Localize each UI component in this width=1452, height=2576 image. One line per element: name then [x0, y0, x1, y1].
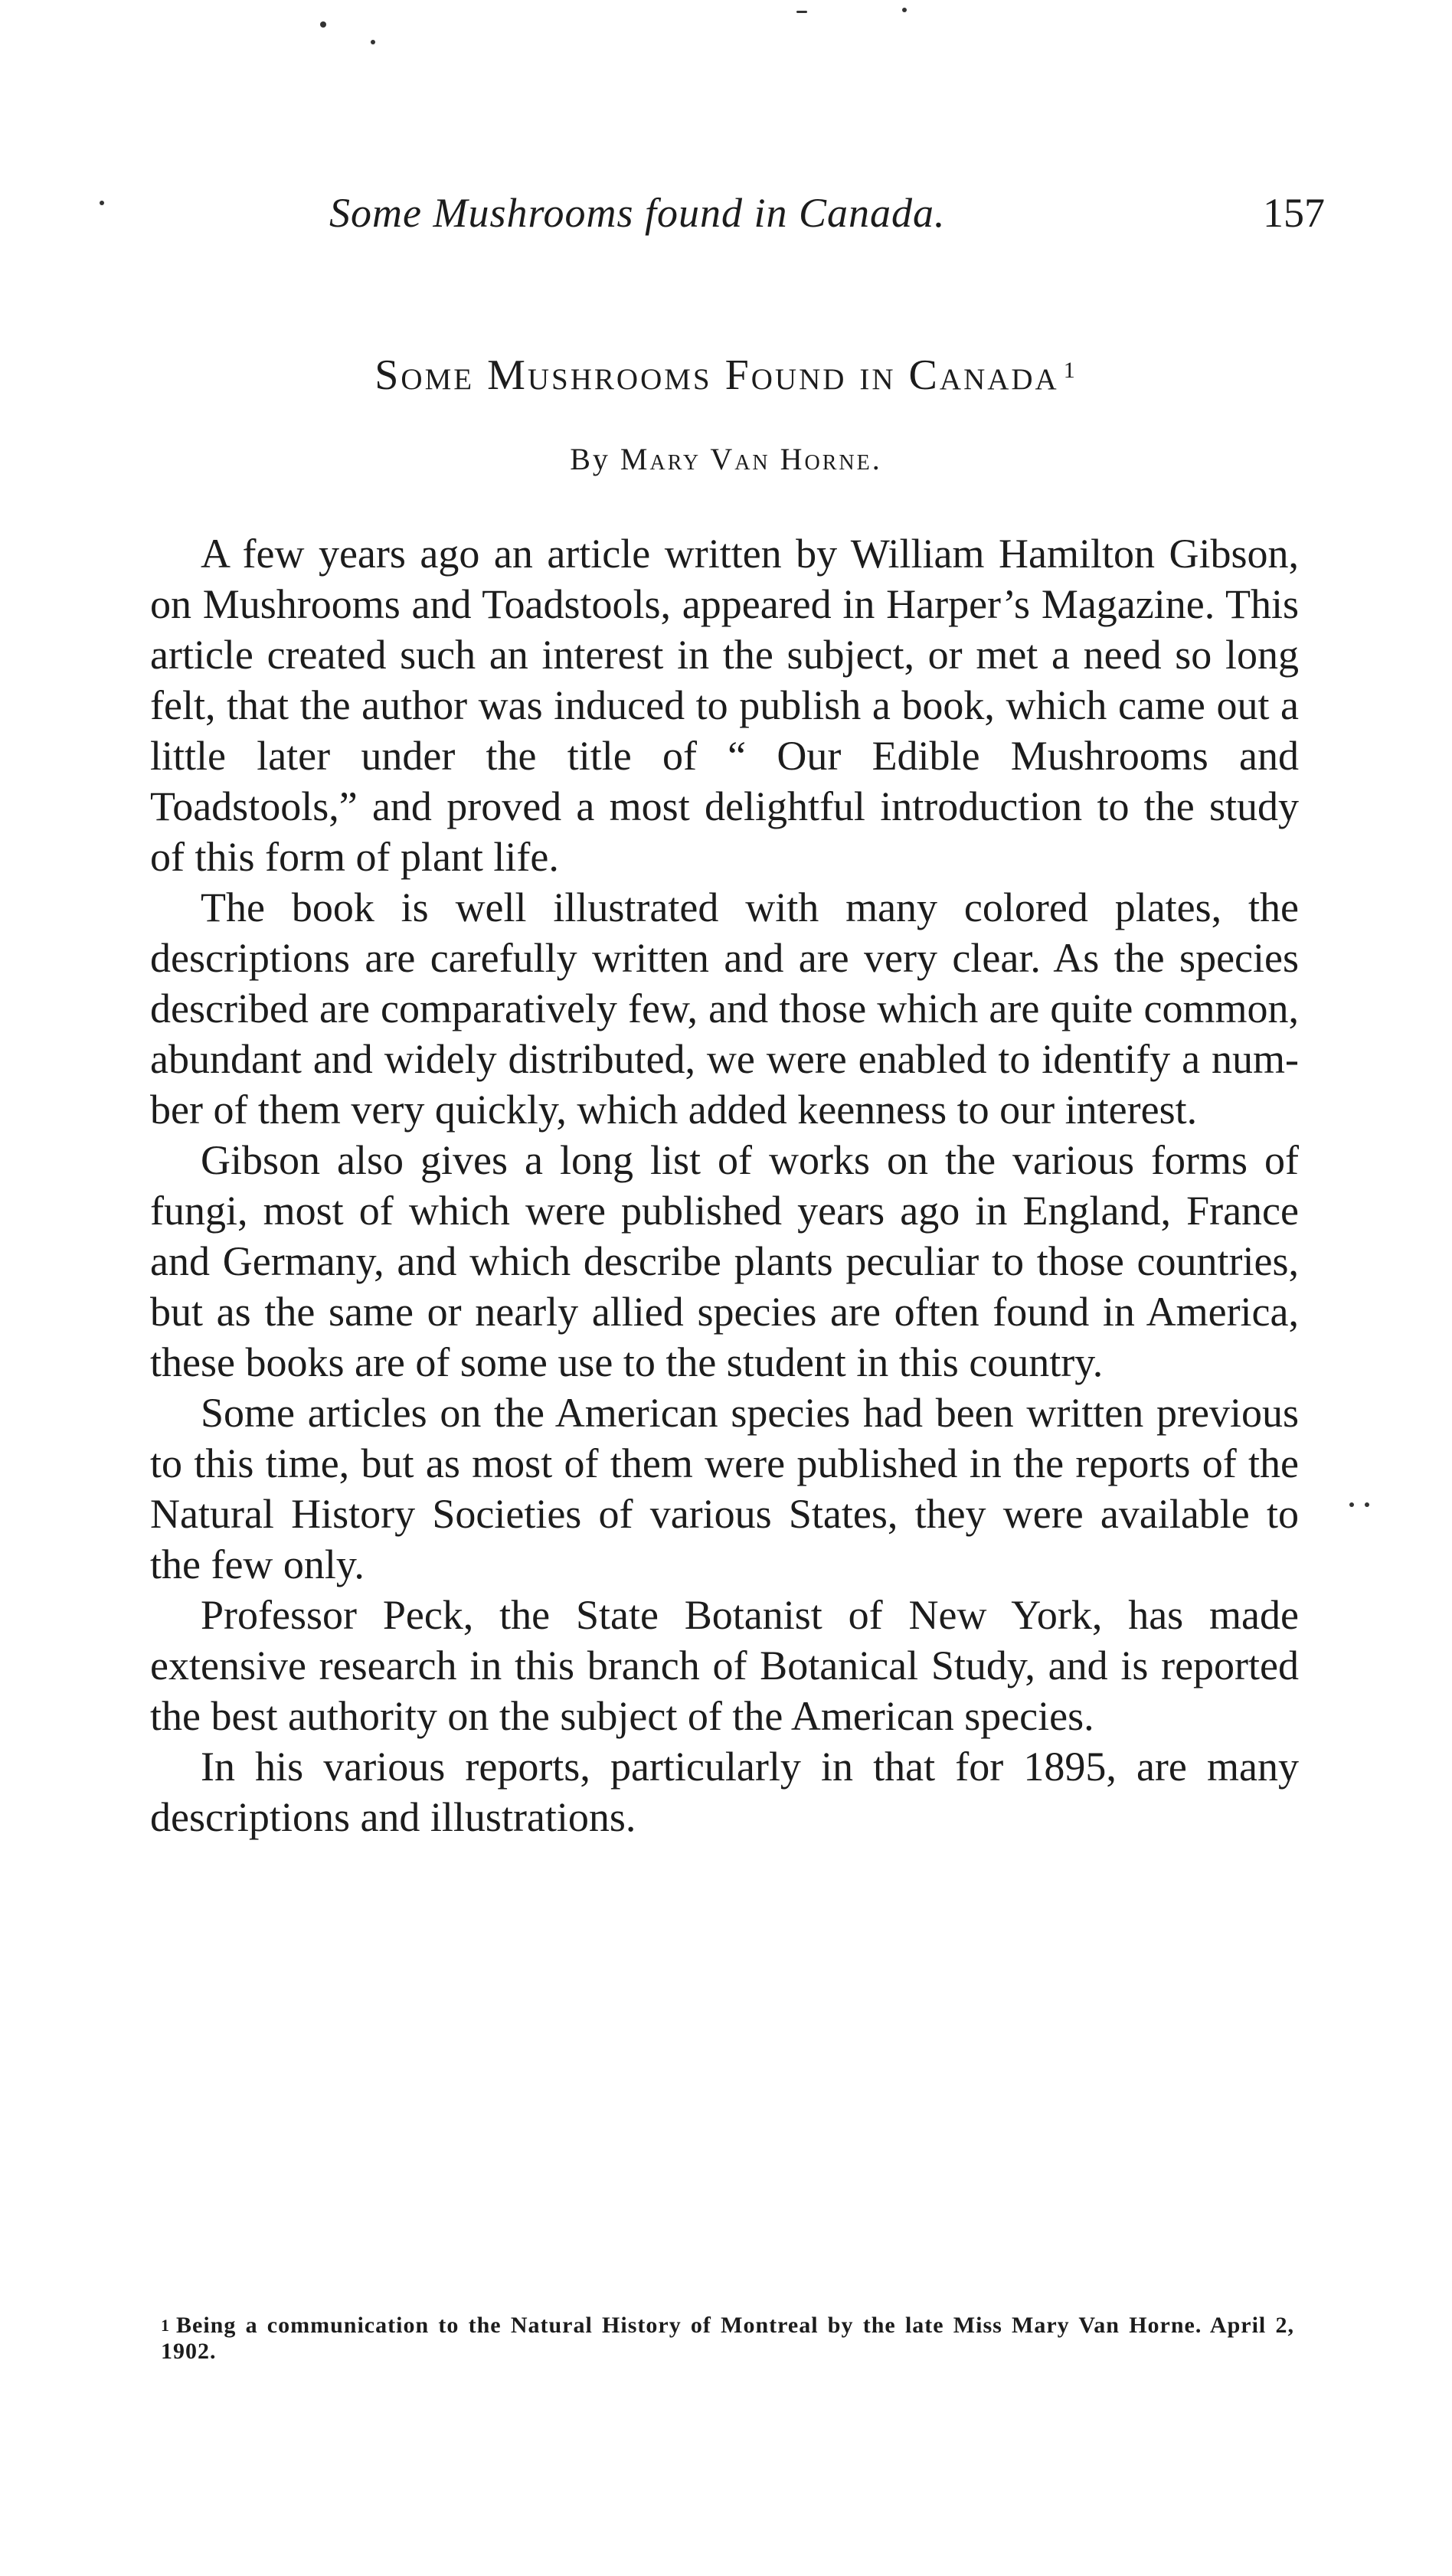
paragraph: A few years ago an article written by William Hamilton Gibson, on Mushrooms and Toadstools, appeared in Harper’s Magazine. This article created such an interest in the subject, or met a need so long felt, that the author was induced to publish a book, which came out a little later under the title of “ Our Edible Mushrooms and Toadstools,” and proved a most delightful introduction to the study of this form of plant life. — [150, 531, 1299, 880]
article-body — [150, 528, 1299, 1842]
page-number: 157 — [1263, 190, 1325, 236]
print-speck — [320, 21, 326, 28]
print-speck — [100, 201, 104, 205]
running-head — [329, 182, 1325, 244]
paragraph: In his various reports, particularly in that for 1895, are many descriptions and illustrations. — [150, 1744, 1299, 1840]
author-name: Mary Van Horne. — [620, 442, 882, 476]
paragraph: Professor Peck, the State Botanist of New York, has made extensive research in this branch of Botanical Study, and is reported the best authority on the subject of the American species. — [150, 1592, 1299, 1739]
print-speck — [902, 8, 907, 12]
footnote-mark: 1 — [161, 2316, 170, 2335]
paragraph: The book is well illustrated with many colored plates, the descriptions are carefully written and are very clear. As the species described are comparatively few, and those which are quite common, abundant and widely distributed, we were enabled to identify a number of them very quickly, which added keenness to our interest. — [150, 884, 1299, 1133]
print-speck — [1349, 1502, 1354, 1507]
paragraph: Gibson also gives a long list of works on the various forms of fungi, most of which were published years ago in England, France and Germany, and which describe plants peculiar to those countries, but as the same or nearly allied species are often found in America, these books are of some use to the student in this country. — [150, 1137, 1299, 1385]
article-title — [0, 345, 1452, 406]
print-speck — [1365, 1502, 1369, 1507]
byline — [0, 436, 1452, 482]
footnote — [161, 2313, 1294, 2365]
running-head-title: Some Mushrooms found in Canada. — [329, 190, 946, 236]
title-footnote-mark: 1 — [1063, 358, 1078, 383]
print-speck — [796, 11, 807, 13]
footnote-text: Being a communication to the Natural History of Montreal by the late Miss Mary Van Horne. April 2, 1902. — [161, 2313, 1294, 2364]
byline-prefix: By — [570, 442, 610, 476]
paragraph: Some articles on the American species had been written previous to this time, but as most of them were published in the reports of the Natural History Societies of various States, they were available to the few only. — [150, 1390, 1299, 1587]
article-title-text: Some Mushrooms Found in Canada — [374, 351, 1059, 399]
print-speck — [371, 40, 375, 44]
